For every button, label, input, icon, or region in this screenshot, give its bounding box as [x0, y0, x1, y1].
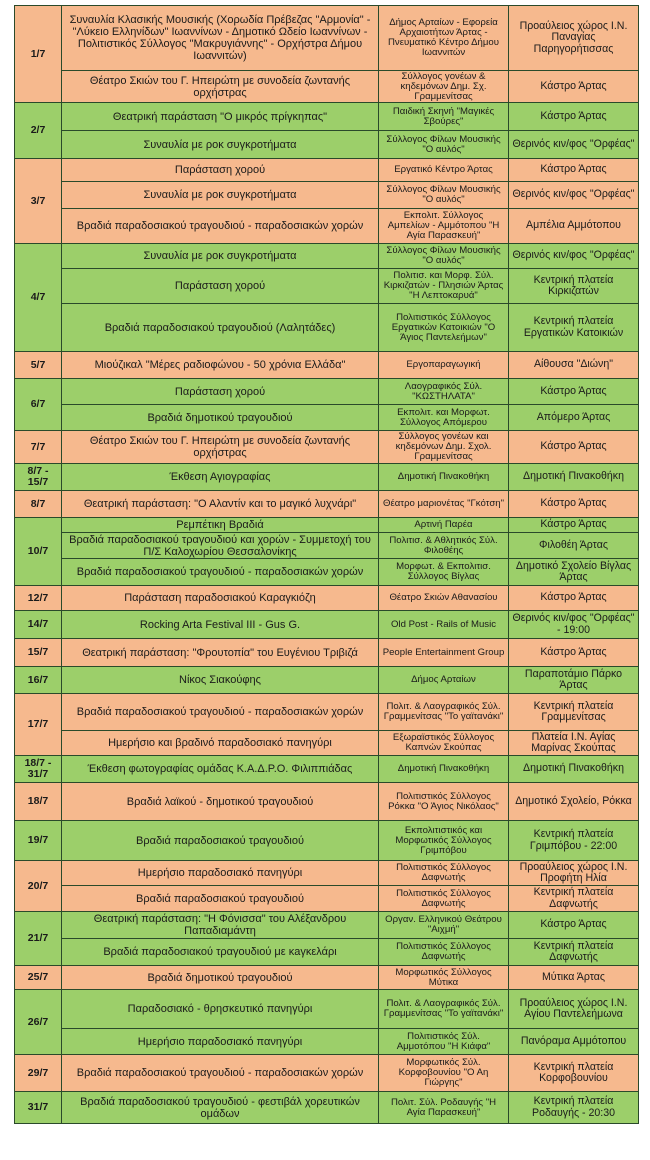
event-row — [15, 667, 639, 694]
venue-cell: Κεντρική πλατεία Γριμπόβου - 22:00 — [509, 821, 639, 861]
organizer-cell: Πολιτιστικός Σύλλογος Δαφνωτής — [379, 886, 509, 912]
event-cell: Συναυλία με ροκ συγκροτήματα — [62, 182, 379, 209]
event-cell: Θέατρο Σκιών του Γ. Ηπειρώτη με συνοδεία ζωντανής ορχήστρας — [62, 431, 379, 464]
event-cell: Βραδιά παραδοσιακού τραγουδιού - φεστιβάλ χορευτικών ομάδων — [62, 1092, 379, 1124]
event-cell: Βραδιά δημοτικού τραγουδιού — [62, 405, 379, 431]
event-row — [15, 639, 639, 667]
organizer-cell: Αρτινή Παρέα — [379, 518, 509, 533]
organizer-cell: Θέατρο μαριονέτας "Γκότση" — [379, 491, 509, 518]
event-row — [15, 783, 639, 821]
date-cell: 19/7 — [15, 821, 62, 861]
venue-cell: Κεντρική πλατεία Δαφνωτής — [509, 886, 639, 912]
organizer-cell: Μορφωτ. & Εκπολιτισ. Σύλλογος Βίγλας — [379, 559, 509, 586]
organizer-cell: Εργατικό Κέντρο Άρτας — [379, 159, 509, 182]
venue-cell: Κεντρική πλατεία Γραμμενίτσας — [509, 694, 639, 731]
date-cell: 14/7 — [15, 611, 62, 639]
organizer-cell: Λαογραφικός Σύλ. "ΚΩΣΤΗΛΑΤΑ" — [379, 379, 509, 405]
event-row — [15, 912, 639, 939]
event-row — [15, 886, 639, 912]
venue-cell: Κεντρική πλατεία Κορφοβουνίου — [509, 1055, 639, 1092]
organizer-cell: Πολιτισ. & Αθλητικός Σύλ. Φιλοθέης — [379, 533, 509, 559]
organizer-cell: Δήμος Αρταίων - Εφορεία Αρχαιοτήτων Άρτας - Πνευματικό Κέντρο Δήμου Ιωαννιτών — [379, 6, 509, 71]
event-row — [15, 586, 639, 611]
organizer-cell: Δημοτική Πινακοθήκη — [379, 464, 509, 491]
event-row — [15, 159, 639, 182]
organizer-cell: Μορφωτικός Σύλλογος Μύτικα — [379, 966, 509, 990]
venue-cell: Κεντρική πλατεία Εργατικών Κατοικιών — [509, 304, 639, 352]
date-cell: 2/7 — [15, 103, 62, 159]
venue-cell: Προαύλειος χώρος Ι.Ν. Προφήτη Ηλία — [509, 861, 639, 886]
event-cell: Συναυλία Κλασικής Μουσικής (Χορωδία Πρέβεζας "Αρμονία" - "Λύκειο Ελληνίδων" Ιωαννίνων - Δημοτικό Ωδείο Ιωαννίνων - Πολιτιστικός Σύλλογος "Μακρυγιάννης" - Ορχήστρα Δήμου Ιωαννιτών) — [62, 6, 379, 71]
venue-cell: Δημοτικό Σχολείο, Ρόκκα — [509, 783, 639, 821]
event-row — [15, 131, 639, 159]
organizer-cell: Δημοτική Πινακοθήκη — [379, 756, 509, 783]
date-cell: 6/7 — [15, 379, 62, 431]
organizer-cell: Πολιτ. & Λαογραφικός Σύλ. Γραμμενίτσας "Το γαϊτανάκι" — [379, 990, 509, 1029]
venue-cell: Κάστρο Άρτας — [509, 491, 639, 518]
date-cell: 3/7 — [15, 159, 62, 244]
event-cell: Βραδιά παραδοσιακού τραγουδιού — [62, 886, 379, 912]
event-cell: Θεατρική παράσταση: "Η Φόνισσα" του Αλέξανδρου Παπαδιαμάντη — [62, 912, 379, 939]
date-cell: 16/7 — [15, 667, 62, 694]
venue-cell: Κεντρική πλατεία Ροδαυγής - 20:30 — [509, 1092, 639, 1124]
event-cell: Θεατρική παράσταση: "Φρουτοπία" του Ευγένιου Τριβιζά — [62, 639, 379, 667]
events-schedule-table — [14, 5, 639, 1124]
schedule-body — [15, 6, 639, 1124]
venue-cell: Κάστρο Άρτας — [509, 518, 639, 533]
event-cell: Βραδιά παραδοσιακού τραγουδιού — [62, 821, 379, 861]
event-cell: Μιούζικαλ "Μέρες ραδιοφώνου - 50 χρόνια Ελλάδα" — [62, 352, 379, 379]
event-row — [15, 431, 639, 464]
date-cell: 8/7 - 15/7 — [15, 464, 62, 491]
organizer-cell: Σύλλογος Φίλων Μουσικής "Ο αυλός" — [379, 182, 509, 209]
venue-cell: Δημοτική Πινακοθήκη — [509, 464, 639, 491]
venue-cell: Κάστρο Άρτας — [509, 103, 639, 131]
venue-cell: Κάστρο Άρτας — [509, 912, 639, 939]
organizer-cell: Πολιτιστικός Σύλλογος Δαφνωτής — [379, 861, 509, 886]
organizer-cell: Πολιτιστικός Σύλ. Αμμοτόπου "Η Κιάφα" — [379, 1029, 509, 1055]
event-cell: Παράσταση χορού — [62, 269, 379, 304]
organizer-cell: Εκπολιτ. Σύλλογος Αμπελίων - Αμμότοπου "Η Αγία Παρασκευή" — [379, 209, 509, 244]
event-row — [15, 731, 639, 756]
event-cell: Συναυλία με ροκ συγκροτήματα — [62, 244, 379, 269]
event-cell: Βραδιά παραδοσιακού τραγουδιού και χορών - Συμμετοχή του Π/Σ Καλοχωρίου Θεσσαλονίκης — [62, 533, 379, 559]
event-cell: Ημερήσιο και βραδινό παραδοσιακό πανηγύρι — [62, 731, 379, 756]
organizer-cell: Σύλλογος Φίλων Μουσικής "Ο αυλός" — [379, 131, 509, 159]
venue-cell: Αμπέλια Αμμότοπου — [509, 209, 639, 244]
event-cell: Παράσταση χορού — [62, 159, 379, 182]
venue-cell: Κάστρο Άρτας — [509, 379, 639, 405]
event-row — [15, 405, 639, 431]
event-cell: Θεατρική παράσταση "Ο μικρός πρίγκηπας" — [62, 103, 379, 131]
event-cell: Βραδιά παραδοσιακού τραγουδιού - παραδοσιακών χορών — [62, 209, 379, 244]
event-cell: Θεατρική παράσταση: "Ο Αλαντίν και το μαγικό λυχνάρι" — [62, 491, 379, 518]
event-row — [15, 1092, 639, 1124]
event-row — [15, 352, 639, 379]
event-row — [15, 518, 639, 533]
organizer-cell: Δήμος Αρταίων — [379, 667, 509, 694]
venue-cell: Δημοτική Πινακοθήκη — [509, 756, 639, 783]
organizer-cell: Πολιτισ. και Μορφ. Σύλ. Κιρκιζατών - Πλησιών Άρτας "Η Λεπτοκαρυά" — [379, 269, 509, 304]
event-cell: Βραδιά παραδοσιακού τραγουδιού - παραδοσιακών χορών — [62, 694, 379, 731]
date-cell: 21/7 — [15, 912, 62, 966]
venue-cell: Κάστρο Άρτας — [509, 159, 639, 182]
date-cell: 7/7 — [15, 431, 62, 464]
event-row — [15, 379, 639, 405]
event-cell: Rocking Arta Festival III - Gus G. — [62, 611, 379, 639]
date-cell: 5/7 — [15, 352, 62, 379]
event-row — [15, 939, 639, 966]
date-cell: 18/7 — [15, 783, 62, 821]
organizer-cell: Παιδική Σκηνή "Μαγικές Σβούρες" — [379, 103, 509, 131]
event-cell: Βραδιά παραδοσιακού τραγουδιού - παραδοσιακών χορών — [62, 1055, 379, 1092]
event-row — [15, 6, 639, 71]
event-row — [15, 71, 639, 103]
organizer-cell: Πολιτ. & Λαογραφικός Σύλ. Γραμμενίτσας "Το γαϊτανάκι" — [379, 694, 509, 731]
event-row — [15, 756, 639, 783]
event-cell: Παράσταση χορού — [62, 379, 379, 405]
event-cell: Ημερήσιο παραδοσιακό πανηγύρι — [62, 861, 379, 886]
event-row — [15, 103, 639, 131]
organizer-cell: Σύλλογος γονέων και κηδεμόνων Δημ. Σχολ. Γραμμενίτσας — [379, 431, 509, 464]
event-row — [15, 209, 639, 244]
date-cell: 25/7 — [15, 966, 62, 990]
venue-cell: Δημοτικό Σχολείο Βίγλας Άρτας — [509, 559, 639, 586]
event-row — [15, 491, 639, 518]
organizer-cell: Πολιτιστικός Σύλλογος Εργατικών Κατοικιών "Ο Άγιος Παντελεήμων" — [379, 304, 509, 352]
event-cell: Βραδιά δημοτικού τραγουδιού — [62, 966, 379, 990]
venue-cell: Θερινός κιν/φος "Ορφέας" — [509, 131, 639, 159]
organizer-cell: Πολιτιστικός Σύλλογος Δαφνωτής — [379, 939, 509, 966]
date-cell: 4/7 — [15, 244, 62, 352]
date-cell: 8/7 — [15, 491, 62, 518]
date-cell: 18/7 - 31/7 — [15, 756, 62, 783]
event-cell: Βραδιά λαϊκού - δημοτικού τραγουδιού — [62, 783, 379, 821]
venue-cell: Φιλοθέη Άρτας — [509, 533, 639, 559]
event-row — [15, 269, 639, 304]
event-cell: Ρεμπέτικη Βραδιά — [62, 518, 379, 533]
organizer-cell: Σύλλογος Φίλων Μουσικής "Ο αυλός" — [379, 244, 509, 269]
organizer-cell: Old Post - Rails of Music — [379, 611, 509, 639]
venue-cell: Θερινός κιν/φος "Ορφέας" — [509, 182, 639, 209]
event-cell: Παραδοσιακό - θρησκευτικό πανηγύρι — [62, 990, 379, 1029]
event-cell: Βραδιά παραδοσιακού τραγουδιού με κaγκελάρι — [62, 939, 379, 966]
venue-cell: Προαύλειος χώρος Ι.Ν. Αγίου Παντελεήμωνα — [509, 990, 639, 1029]
date-cell: 15/7 — [15, 639, 62, 667]
organizer-cell: Εκπολιτιστικός και Μορφωτικός Σύλλογος Γριμπόβου — [379, 821, 509, 861]
organizer-cell: People Entertainment Group — [379, 639, 509, 667]
event-cell: Βραδιά παραδοσιακού τραγουδιού (Λαλητάδες) — [62, 304, 379, 352]
organizer-cell: Πολιτιστικός Σύλλογος Ρόκκα "Ο Άγιος Νικόλαος" — [379, 783, 509, 821]
event-row — [15, 990, 639, 1029]
event-cell: Έκθεση Αγιογραφίας — [62, 464, 379, 491]
event-cell: Συναυλία με ροκ συγκροτήματα — [62, 131, 379, 159]
event-row — [15, 244, 639, 269]
venue-cell: Κάστρο Άρτας — [509, 431, 639, 464]
venue-cell: Κεντρική πλατεία Κιρκιζατών — [509, 269, 639, 304]
date-cell: 29/7 — [15, 1055, 62, 1092]
venue-cell: Κάστρο Άρτας — [509, 71, 639, 103]
venue-cell: Μύτικα Άρτας — [509, 966, 639, 990]
date-cell: 1/7 — [15, 6, 62, 103]
organizer-cell: Οργαν. Ελληνικού Θεάτρου "Αιχμή" — [379, 912, 509, 939]
event-row — [15, 304, 639, 352]
event-row — [15, 533, 639, 559]
date-cell: 17/7 — [15, 694, 62, 756]
venue-cell: Απόμερο Άρτας — [509, 405, 639, 431]
organizer-cell: Πολιτ. Σύλ. Ροδαυγής "Η Αγία Παρασκευή" — [379, 1092, 509, 1124]
venue-cell: Κάστρο Άρτας — [509, 586, 639, 611]
event-cell: Ημερήσιο παραδοσιακό πανηγύρι — [62, 1029, 379, 1055]
event-row — [15, 464, 639, 491]
organizer-cell: Εξωραϊστικός Σύλλογος Καπνών Σκούπας — [379, 731, 509, 756]
venue-cell: Θερινός κιν/φος "Ορφέας" — [509, 244, 639, 269]
date-cell: 31/7 — [15, 1092, 62, 1124]
organizer-cell: Σύλλογος γονέων & κηδεμόνων Δημ. Σχ. Γραμμενίτσας — [379, 71, 509, 103]
event-row — [15, 611, 639, 639]
date-cell: 10/7 — [15, 518, 62, 586]
venue-cell: Αίθουσα "Διώνη" — [509, 352, 639, 379]
event-row — [15, 559, 639, 586]
venue-cell: Πανόραμα Αμμότοπου — [509, 1029, 639, 1055]
organizer-cell: Εκπολιτ. και Μορφωτ. Σύλλογος Απόμερου — [379, 405, 509, 431]
event-cell: Βραδιά παραδοσιακού τραγουδιού - παραδοσιακών χορών — [62, 559, 379, 586]
event-row — [15, 694, 639, 731]
venue-cell: Πλατεία Ι.Ν. Αγίας Μαρίνας Σκούπας — [509, 731, 639, 756]
date-cell: 20/7 — [15, 861, 62, 912]
venue-cell: Κάστρο Άρτας — [509, 639, 639, 667]
event-row — [15, 182, 639, 209]
venue-cell: Θερινός κιν/φος "Ορφέας" - 19:00 — [509, 611, 639, 639]
date-cell: 26/7 — [15, 990, 62, 1055]
event-cell: Παράσταση παραδοσιακού Καραγκιόζη — [62, 586, 379, 611]
organizer-cell: Μορφωτικός Σύλ. Κορφοβουνίου "Ο Αη Γιώργης" — [379, 1055, 509, 1092]
event-row — [15, 966, 639, 990]
event-row — [15, 861, 639, 886]
venue-cell: Προαύλειος χώρος Ι.Ν. Παναγίας Παρηγορήτισσας — [509, 6, 639, 71]
event-cell: Θέατρο Σκιών του Γ. Ηπειρώτη με συνοδεία ζωντανής ορχήστρας — [62, 71, 379, 103]
organizer-cell: Θέατρο Σκιών Αθανασίου — [379, 586, 509, 611]
venue-cell: Παραποτάμιο Πάρκο Άρτας — [509, 667, 639, 694]
date-cell: 12/7 — [15, 586, 62, 611]
event-row — [15, 1055, 639, 1092]
event-row — [15, 821, 639, 861]
event-cell: Έκθεση φωτογραφίας ομάδας Κ.Α.Δ.Ρ.Ο. Φιλιππιάδας — [62, 756, 379, 783]
event-cell: Νίκος Σιακούφης — [62, 667, 379, 694]
event-row — [15, 1029, 639, 1055]
venue-cell: Κεντρική πλατεία Δαφνωτής — [509, 939, 639, 966]
organizer-cell: Εργοπαραγωγική — [379, 352, 509, 379]
